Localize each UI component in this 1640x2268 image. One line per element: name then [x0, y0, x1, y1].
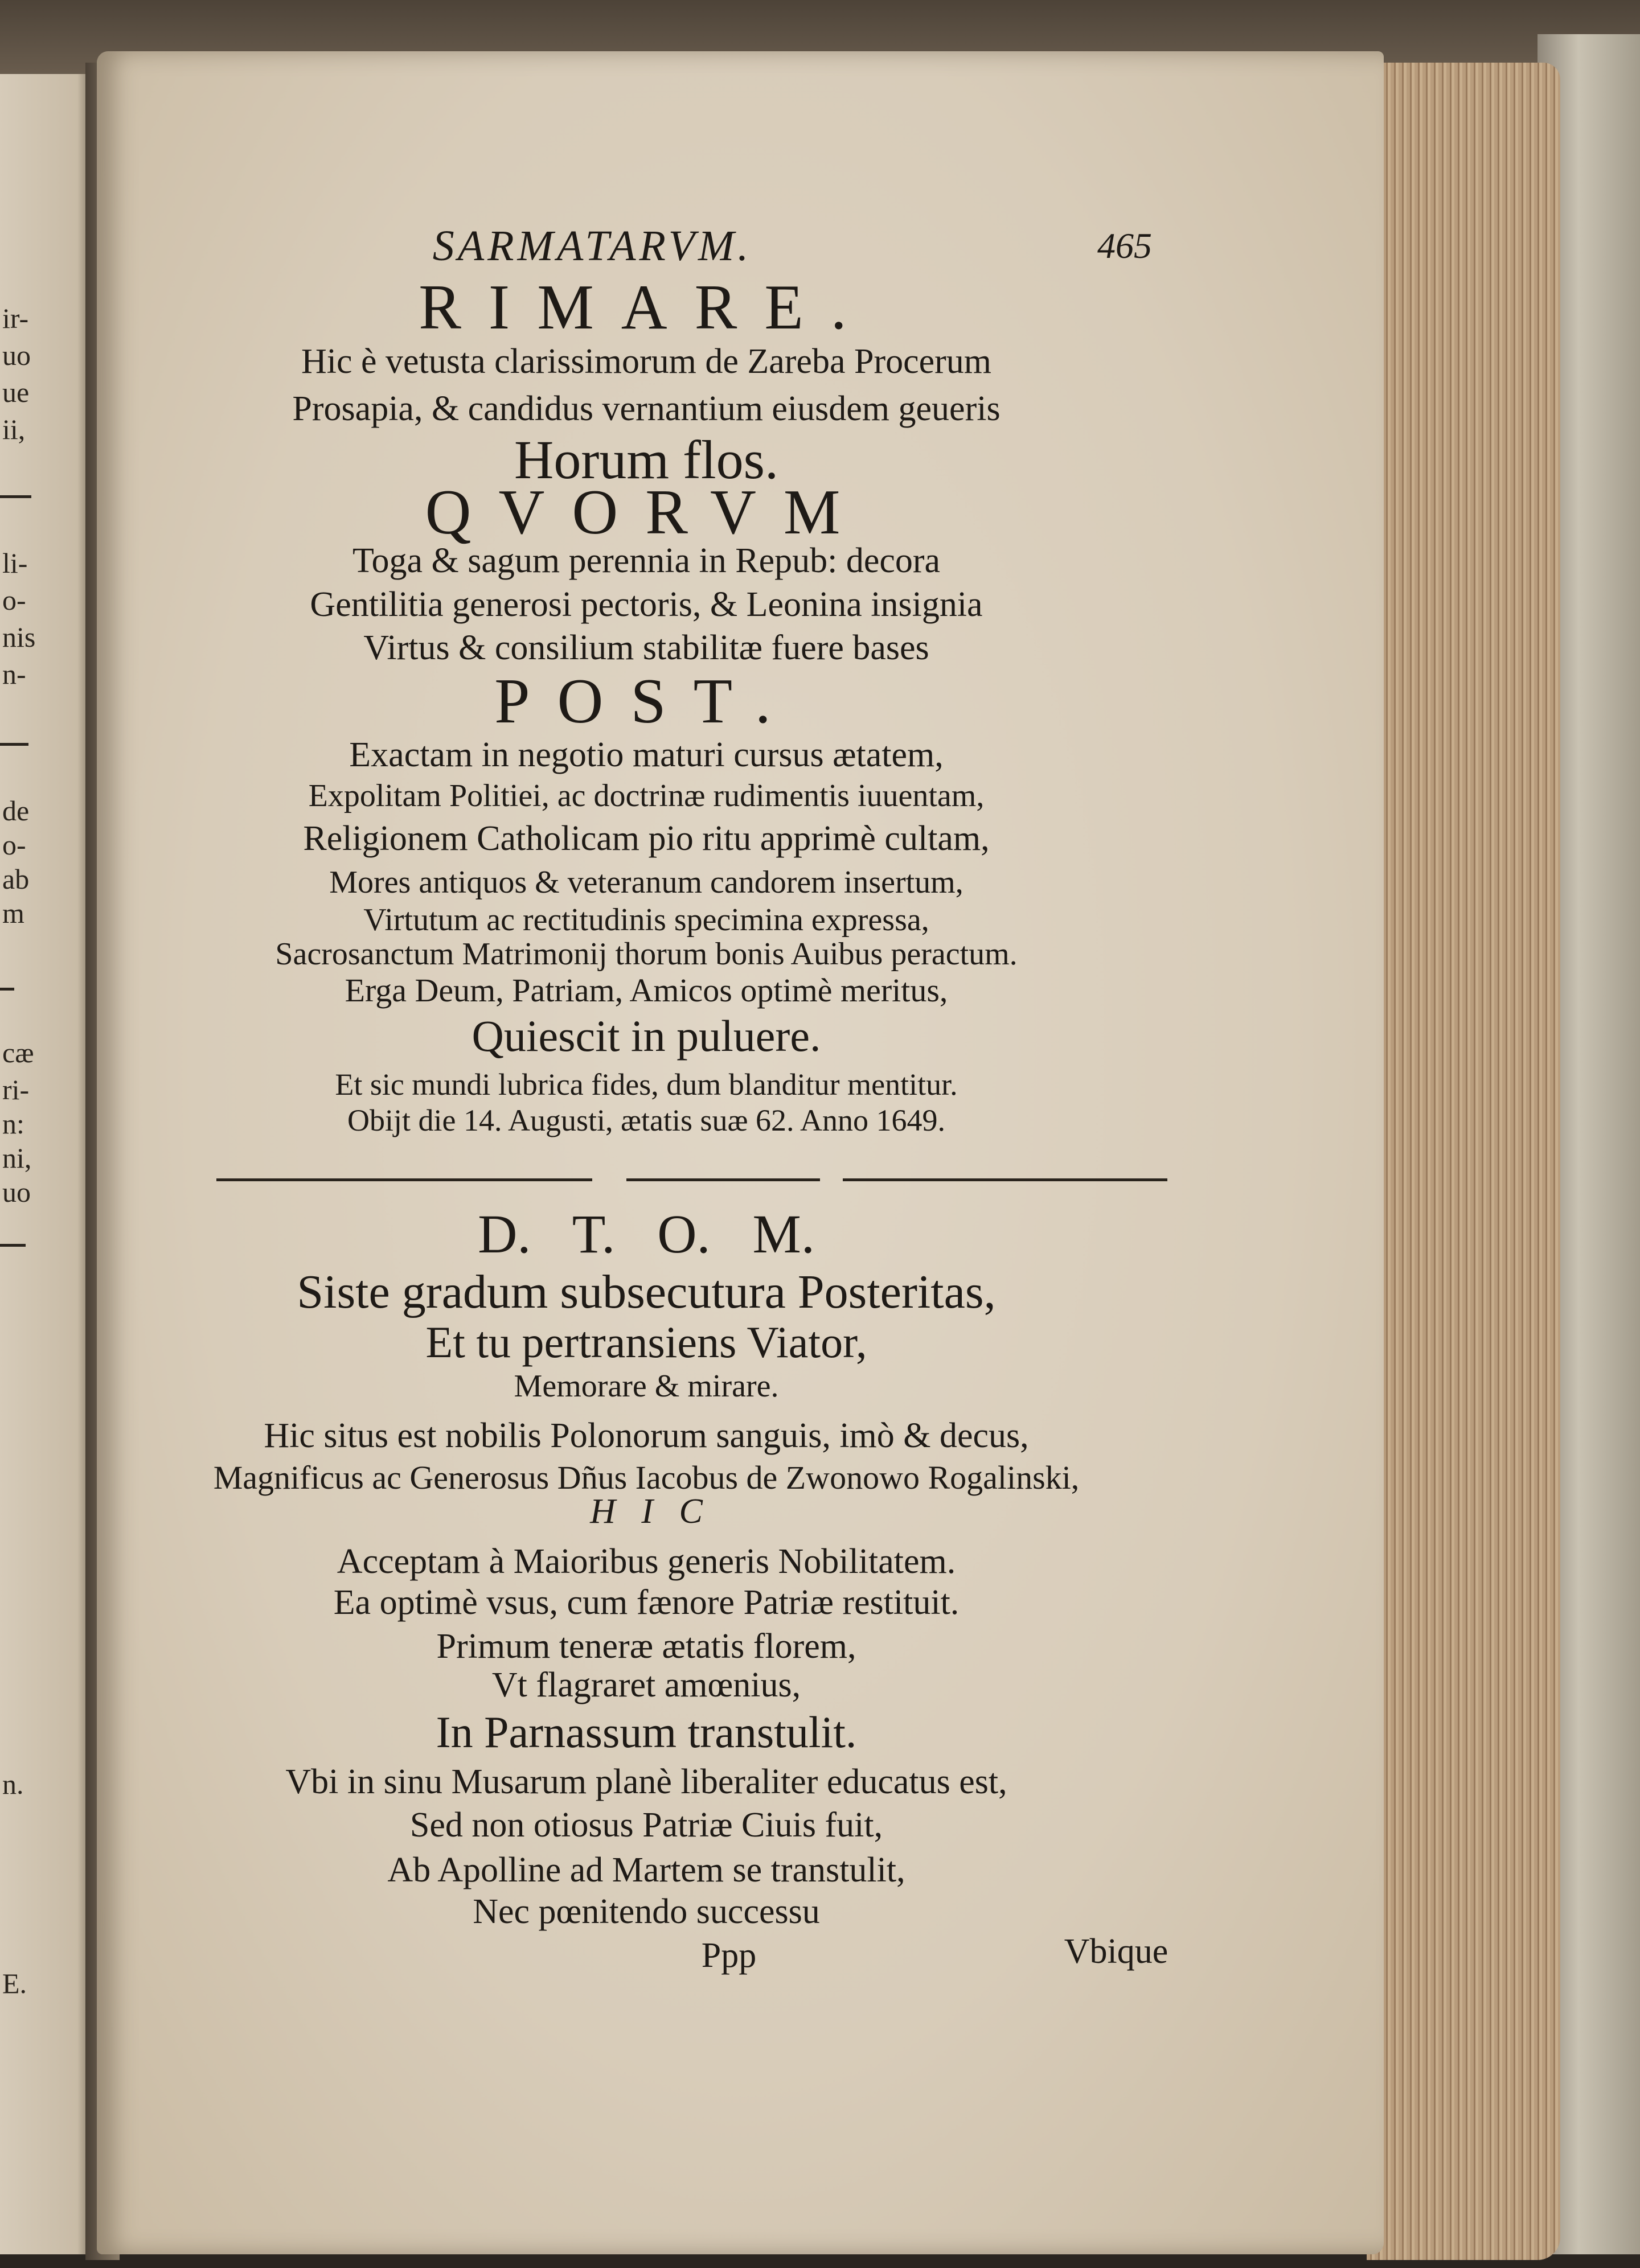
section-divider: [216, 1178, 592, 1181]
left-fragment: m: [2, 897, 24, 929]
text-line: Magnificus ac Generosus Dñus Iacobus de Zwonowo Rogalinski,: [213, 1459, 1080, 1496]
text-line: Vt flagraret amœnius,: [491, 1666, 801, 1704]
text-line: Prosapia, & candidus vernantium eiusdem geueris: [292, 389, 1001, 428]
text-line: Mores antiquos & veteranum candorem insertum,: [329, 865, 964, 900]
signature-mark: Ppp: [701, 1936, 757, 1975]
left-fragment: de: [2, 795, 30, 827]
left-fragment: ni,: [2, 1142, 32, 1174]
text-line: Virtus & consilium stabilitæ fuere bases: [363, 628, 929, 667]
left-fragment: cæ: [2, 1037, 34, 1069]
left-fragment: E.: [2, 1967, 27, 1999]
page-edges: [1367, 63, 1560, 2260]
text-line: Primum teneræ ætatis florem,: [436, 1627, 856, 1666]
text-line: Hic situs est nobilis Polonorum sanguis, imò & decus,: [264, 1416, 1029, 1455]
left-fragment: ab: [2, 863, 30, 895]
text-line: Nec pœnitendo successu: [473, 1892, 820, 1931]
text-line: Vbi in sinu Musarum planè liberaliter educatus est,: [285, 1762, 1007, 1801]
left-fragment: n.: [2, 1768, 24, 1800]
catchword: Vbique: [1064, 1932, 1168, 1971]
text-line: Exactam in negotio maturi cursus ætatem,: [349, 736, 944, 774]
heading-line: QVORVM: [425, 477, 868, 548]
text-line: Acceptam à Maioribus generis Nobilitatem.: [337, 1542, 956, 1581]
section-divider: [626, 1178, 820, 1181]
left-fragment: o-: [2, 584, 26, 616]
heading-line: POST.: [494, 666, 798, 737]
text-line: Sed non otiosus Patriæ Ciuis fuit,: [409, 1806, 883, 1844]
text-line: Obijt die 14. Augusti, ætatis suæ 62. Anno 1649.: [347, 1103, 946, 1137]
left-fragment: n-: [2, 658, 26, 690]
text-line: Memorare & mirare.: [514, 1369, 779, 1404]
heading-line: Quiescit in puluere.: [472, 1011, 821, 1061]
left-rule: [0, 1244, 26, 1247]
text-line: Ea optimè vsus, cum fænore Patriæ restituit.: [333, 1583, 960, 1622]
heading-line: In Parnassum transtulit.: [436, 1707, 857, 1757]
left-fragment: uo: [2, 1176, 31, 1208]
text-line: Siste gradum subsecutura Posteritas,: [297, 1266, 996, 1318]
left-fragment: uo: [2, 339, 31, 371]
heading-line: Horum flos.: [514, 429, 778, 490]
text-line: Religionem Catholicam pio ritu apprimè cultam,: [303, 819, 990, 858]
left-fragment: ri-: [2, 1074, 30, 1106]
text-line: Erga Deum, Patriam, Amicos optimè meritus,: [345, 972, 948, 1009]
epitaph-1-title: RIMARE.: [419, 272, 874, 343]
text-line: Gentilitia generosi pectoris, & Leonina insignia: [310, 585, 983, 624]
left-rule: [0, 495, 31, 498]
left-fragment: n:: [2, 1108, 24, 1140]
left-fragment: nis: [2, 621, 36, 653]
left-fragment: li-: [2, 547, 28, 579]
text-line: Expolitam Politiei, ac doctrinæ rudimentis iuuentam,: [308, 778, 985, 813]
text-line: Virtutum ac rectitudinis specimina expressa,: [363, 902, 929, 938]
left-fragment: o-: [2, 829, 26, 861]
text-line: Et tu pertransiens Viator,: [425, 1317, 867, 1367]
text-line: Hic è vetusta clarissimorum de Zareba Procerum: [301, 342, 991, 381]
section-divider: [843, 1178, 1167, 1181]
epitaph-2-title: D. T. O. M.: [478, 1203, 815, 1264]
left-page: [0, 74, 97, 2254]
left-fragment: ii,: [2, 413, 26, 445]
heading-line: H I C: [590, 1492, 703, 1531]
page-number: 465: [1097, 225, 1152, 266]
left-rule: [0, 743, 28, 746]
text-line: Toga & sagum perennia in Repub: decora: [352, 541, 941, 580]
text-line: Sacrosanctum Matrimonij thorum bonis Auibus peractum.: [275, 936, 1018, 972]
text-line: Et sic mundi lubrica fides, dum blanditur mentitur.: [335, 1067, 958, 1102]
text-line: Ab Apolline ad Martem se transtulit,: [387, 1851, 905, 1889]
running-head: SARMATARVM.: [432, 222, 752, 270]
left-fragment: ir-: [2, 302, 29, 334]
left-rule: [0, 988, 14, 991]
left-fragment: ue: [2, 376, 30, 408]
